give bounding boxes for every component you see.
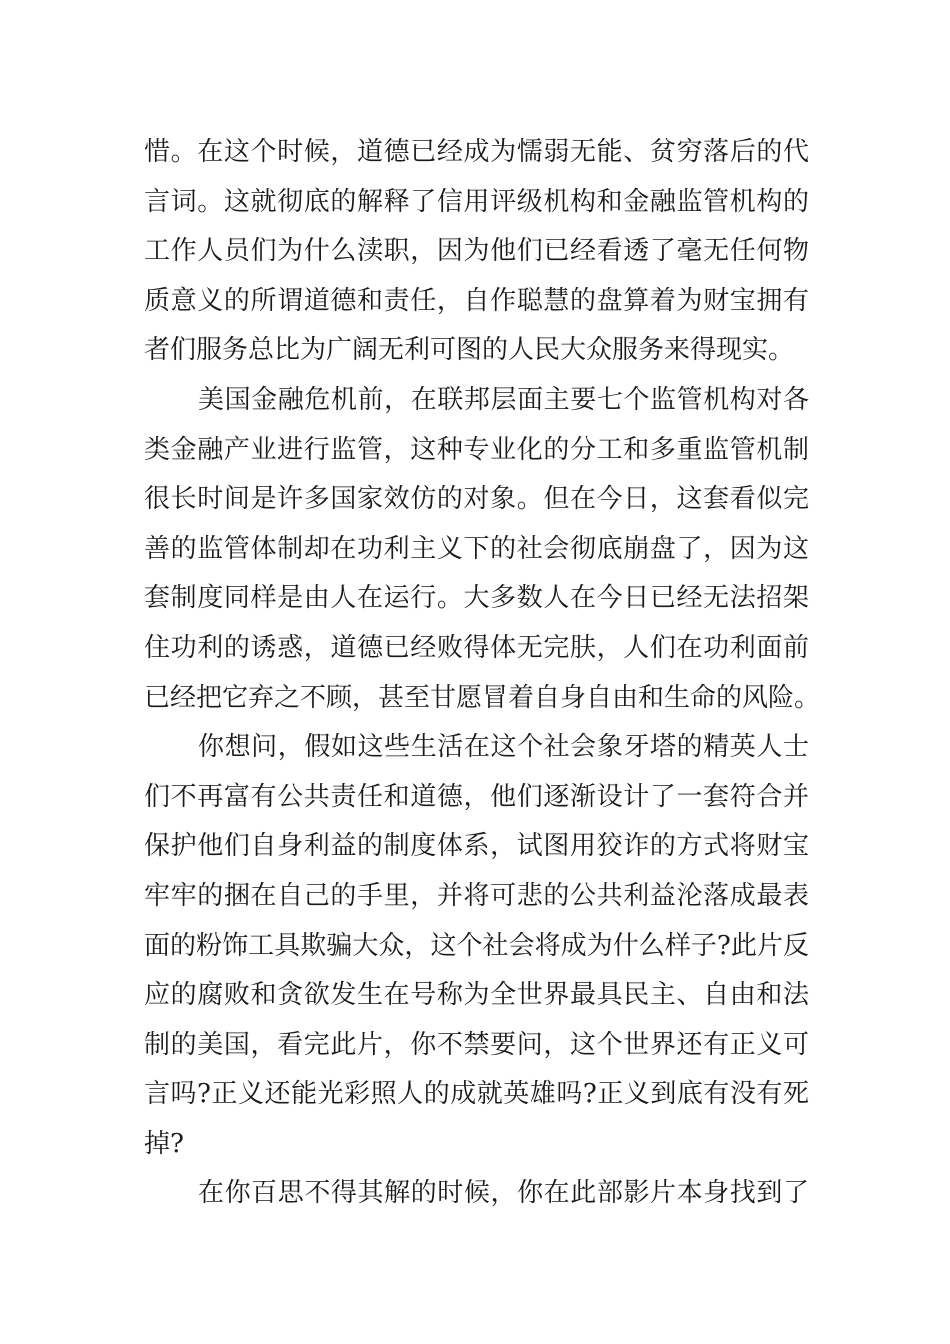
text-line: 住功利的诱惑，道德已经败得体无完肤，人们在功利面前 (144, 632, 809, 663)
text-line: 保护他们自身利益的制度体系，试图用狡诈的方式将财宝 (144, 831, 809, 862)
text-line: 面的粉饰工具欺骗大众，这个社会将成为什么样子?此片反 (144, 930, 809, 961)
text-line: 掉? (144, 1128, 184, 1159)
text-line: 们不再富有公共责任和道德，他们逐渐设计了一套符合并 (144, 781, 809, 812)
text-line: 套制度同样是由人在运行。大多数人在今日已经无法招架 (144, 583, 809, 614)
text-line: 你想问，假如这些生活在这个社会象牙塔的精英人士 (198, 732, 809, 763)
text-line: 美国金融危机前，在联邦层面主要七个监管机构对各 (198, 384, 809, 415)
text-line: 言词。这就彻底的解释了信用评级机构和金融监管机构的 (144, 186, 809, 217)
text-line: 类金融产业进行监管，这种专业化的分工和多重监管机制 (144, 434, 809, 465)
text-line: 很长时间是许多国家效仿的对象。但在今日，这套看似完 (144, 484, 809, 515)
text-line: 制的美国，看完此片，你不禁要问，这个世界还有正义可 (144, 1029, 809, 1060)
paragraph-1 (144, 128, 809, 376)
text-line: 在你百思不得其解的时候，你在此部影片本身找到了 (198, 1178, 809, 1209)
text-line: 应的腐败和贪欲发生在号称为全世界最具民主、自由和法 (144, 980, 809, 1011)
text-line: 质意义的所谓道德和责任，自作聪慧的盘算着为财宝拥有 (144, 285, 809, 316)
paragraph-2 (144, 376, 821, 723)
document-body (144, 128, 821, 1219)
text-line: 言吗?正义还能光彩照人的成就英雄吗?正义到底有没有死 (144, 1079, 809, 1110)
paragraph-3 (144, 723, 809, 1169)
text-line: 牢牢的捆在自己的手里，并将可悲的公共利益沦落成最表 (144, 880, 809, 911)
text-line: 善的监管体制却在功利主义下的社会彻底崩盘了，因为这 (144, 533, 809, 564)
text-line: 者们服务总比为广阔无利可图的人民大众服务来得现实。 (144, 335, 795, 366)
paragraph-4 (144, 1169, 809, 1219)
text-line: 工作人员们为什么渎职，因为他们已经看透了毫无任何物 (144, 236, 809, 267)
text-line: 惜。在这个时候，道德已经成为懦弱无能、贫穷落后的代 (144, 137, 809, 167)
text-line: 已经把它弃之不顾，甚至甘愿冒着自身自由和生命的风险。 (144, 682, 821, 713)
